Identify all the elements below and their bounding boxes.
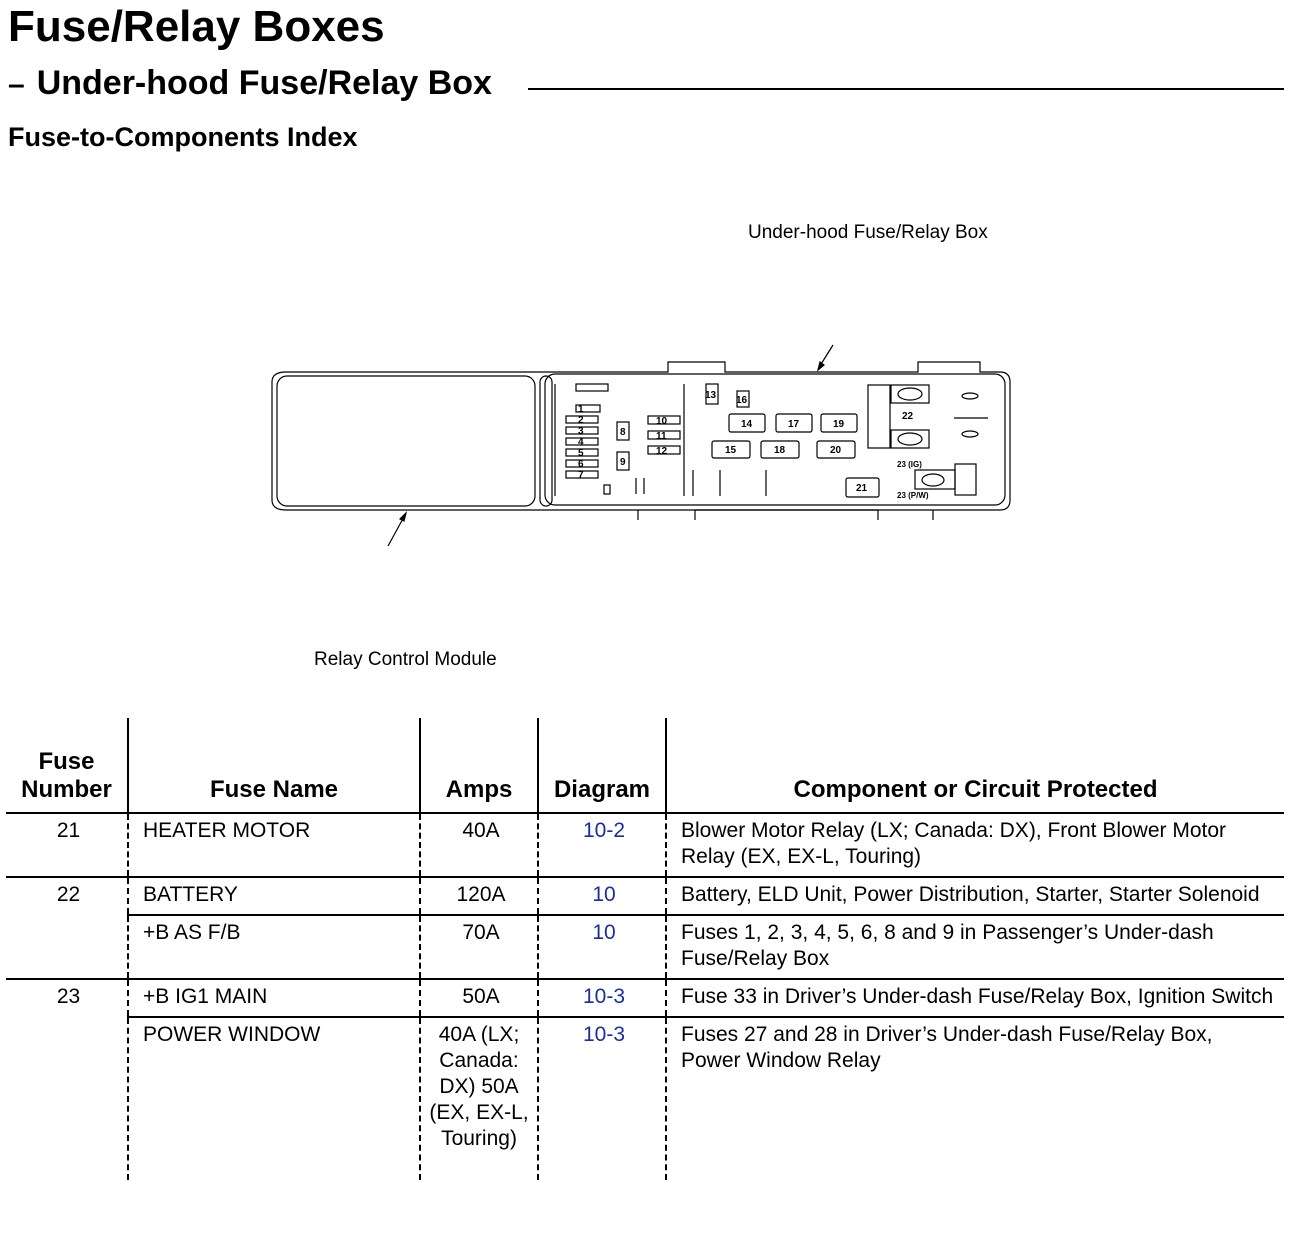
- cell-fuse-name: HEATER MOTOR: [128, 813, 420, 877]
- fuse-label-19: 19: [833, 419, 845, 430]
- arrow-head-box: [818, 362, 824, 370]
- fuse-label-4: 4: [578, 437, 584, 448]
- fuse-label-7: 7: [578, 470, 584, 481]
- table-row: [6, 1017, 1284, 1180]
- fuse-label-18: 18: [774, 445, 786, 456]
- fuse-label-15: 15: [725, 445, 737, 456]
- caption-relay-control-module: Relay Control Module: [314, 649, 497, 670]
- cell-amps: 40A (LX; Canada: DX) 50A (EX, EX-L, Touring): [420, 1017, 538, 1180]
- cell-fuse-number: 21: [6, 813, 128, 877]
- fuse-label-13: 13: [705, 390, 717, 401]
- cell-diagram-link[interactable]: 10: [538, 915, 666, 979]
- fuse-label-12: 12: [656, 446, 668, 457]
- fuse-label-9: 9: [620, 457, 626, 468]
- cell-fuse-number: [6, 1017, 128, 1180]
- cell-amps: 40A: [420, 813, 538, 877]
- cell-amps: 70A: [420, 915, 538, 979]
- fuse-label-11: 11: [656, 431, 667, 442]
- subtitle-dash: –: [8, 68, 25, 101]
- fuse-label-5: 5: [578, 448, 584, 459]
- cell-amps: 120A: [420, 877, 538, 915]
- cell-amps: 50A: [420, 979, 538, 1017]
- cell-fuse-name: +B IG1 MAIN: [128, 979, 420, 1017]
- header-fuse-number-line1: Fuse: [38, 748, 95, 775]
- fuse-label-21: 21: [856, 483, 868, 494]
- fuse-label-23-pw: 23 (P/W): [897, 491, 929, 500]
- table-row: [6, 915, 1284, 979]
- cell-diagram-link[interactable]: 10: [538, 877, 666, 915]
- page-title: Fuse/Relay Boxes: [8, 2, 385, 51]
- cell-fuse-number: 22: [6, 877, 128, 915]
- cell-fuse-name: +B AS F/B: [128, 915, 420, 979]
- header-fuse-name: Fuse Name: [128, 718, 420, 813]
- cell-diagram-link[interactable]: 10-2: [538, 813, 666, 877]
- fuse-label-14: 14: [741, 419, 753, 430]
- fuse-label-16: 16: [736, 395, 748, 406]
- table-row: [6, 877, 1284, 915]
- header-amps: Amps: [420, 718, 538, 813]
- fuse-label-2: 2: [578, 415, 584, 426]
- cell-component: Fuses 1, 2, 3, 4, 5, 6, 8 and 9 in Passenger’s Under-dash Fuse/Relay Box: [666, 915, 1284, 979]
- section-title: Fuse-to-Components Index: [8, 122, 358, 152]
- fuse-label-10: 10: [656, 416, 668, 427]
- cell-component: Fuse 33 in Driver’s Under-dash Fuse/Relay Box, Ignition Switch: [666, 979, 1284, 1017]
- cell-component: Blower Motor Relay (LX; Canada: DX), Front Blower Motor Relay (EX, EX-L, Touring): [666, 813, 1284, 877]
- fuse-index-table: [6, 718, 1284, 1180]
- fuse-label-22: 22: [902, 411, 914, 422]
- small-fuse-column: [566, 384, 610, 494]
- caption-fuse-box: Under-hood Fuse/Relay Box: [748, 222, 988, 243]
- fuse-label-6: 6: [578, 459, 584, 470]
- fuse-label-20: 20: [830, 445, 842, 456]
- table-row: [6, 813, 1284, 877]
- cell-fuse-number: 23: [6, 979, 128, 1017]
- cell-diagram-link[interactable]: 10-3: [538, 979, 666, 1017]
- cell-fuse-name: BATTERY: [128, 877, 420, 915]
- relay-control-module: [277, 376, 535, 506]
- fuse-label-8: 8: [620, 427, 626, 438]
- cell-fuse-name: POWER WINDOW: [128, 1017, 420, 1180]
- cell-fuse-number: [6, 915, 128, 979]
- arrow-head-module: [400, 513, 406, 521]
- header-fuse-number-line2: Number: [21, 776, 112, 803]
- cell-diagram-link[interactable]: 10-3: [538, 1017, 666, 1180]
- subtitle-text: Under-hood Fuse/Relay Box: [36, 64, 492, 102]
- header-diagram: Diagram: [538, 718, 666, 813]
- cell-component: Fuses 27 and 28 in Driver’s Under-dash Fuse/Relay Box, Power Window Relay: [666, 1017, 1284, 1180]
- fuse-label-3: 3: [578, 426, 584, 437]
- cell-component: Battery, ELD Unit, Power Distribution, Starter, Starter Solenoid: [666, 877, 1284, 915]
- fuse-label-23-ig: 23 (IG): [897, 460, 922, 469]
- fuse-label-17: 17: [788, 419, 800, 430]
- header-component: Component or Circuit Protected: [666, 718, 1284, 813]
- fuse-label-1: 1: [578, 404, 584, 415]
- table-row: [6, 979, 1284, 1017]
- header-fuse-number: [6, 718, 128, 813]
